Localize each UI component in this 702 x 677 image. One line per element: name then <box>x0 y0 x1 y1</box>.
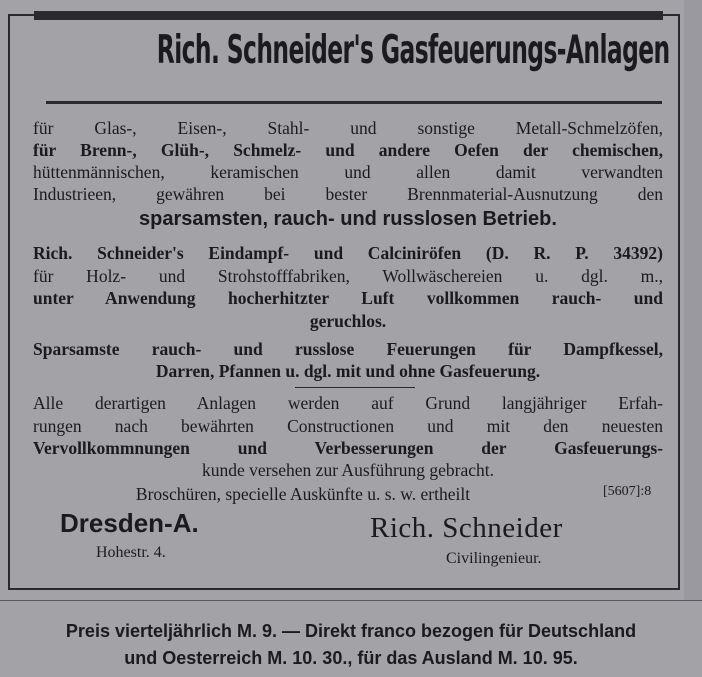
footer-price-line-1: Preis vierteljährlich M. 9. — Direkt franco bezogen für Deutschland <box>65 621 637 641</box>
footer-price-line-2: und Oesterreich M. 10. 30., für das Ausland M. 10. 95. <box>124 648 578 668</box>
contact-name: Rich. Schneider <box>370 512 563 544</box>
top-bar-rule <box>34 11 663 20</box>
section2-line-3: unter Anwendung hocherhitzter Luft vollkommen rauch- und <box>33 288 663 308</box>
section3-line-1: Sparsamste rauch- und russlose Feuerungen für Dampfkessel, <box>33 339 663 359</box>
section4-line-1: Alle derartigen Anlagen werden auf Grund langjähriger Erfah- <box>33 393 663 413</box>
contact-profession: Civilingenieur. <box>446 550 542 567</box>
intro-line-4: Industrieen, gewähren bei bester Brennmaterial-Ausnutzung den <box>33 184 663 204</box>
ad-reference-code: [5607]:8 <box>603 484 652 499</box>
section4-line-2: rungen nach bewährten Constructionen und mit den neuesten <box>33 416 663 436</box>
intro-highlight: sparsamsten, rauch- und russlosen Betrieb. <box>139 208 557 230</box>
title-underline <box>46 101 662 104</box>
section3-line-2: Darren, Pfannen u. dgl. mit und ohne Gasfeuerung. <box>155 361 541 381</box>
ad-title: Rich. Schneider's Gasfeuerungs-Anlagen <box>156 28 670 73</box>
section2-line-4: geruchlos. <box>309 311 387 331</box>
section2-line-1: Rich. Schneider's Eindampf- und Calciniröfen (D. R. P. 34392) <box>33 243 663 263</box>
brochures-note: Broschüren, specielle Auskünfte u. s. w. ertheilt <box>135 484 471 504</box>
section4-line-3: Vervollkommnungen und Verbesserungen der Gasfeuerungs- <box>33 438 663 458</box>
footer-divider <box>0 600 702 601</box>
section2-line-2: für Holz- und Strohstofffabriken, Wollwäschereien u. dgl. m., <box>33 266 663 286</box>
intro-line-2: für Brenn-, Glüh-, Schmelz- und andere Oefen der chemischen, <box>33 140 663 160</box>
intro-line-1: für Glas-, Eisen-, Stahl- und sonstige Metall-Schmelzöfen, <box>33 118 663 138</box>
page-edge-shadow <box>684 0 702 600</box>
intro-line-3: hüttenmännischen, keramischen und allen damit verwandten <box>33 162 663 182</box>
section4-line-4: kunde versehen zur Ausführung gebracht. <box>201 460 495 480</box>
contact-street: Hohestr. 4. <box>96 544 166 561</box>
section-divider <box>295 387 415 388</box>
contact-city: Dresden-A. <box>60 508 199 538</box>
